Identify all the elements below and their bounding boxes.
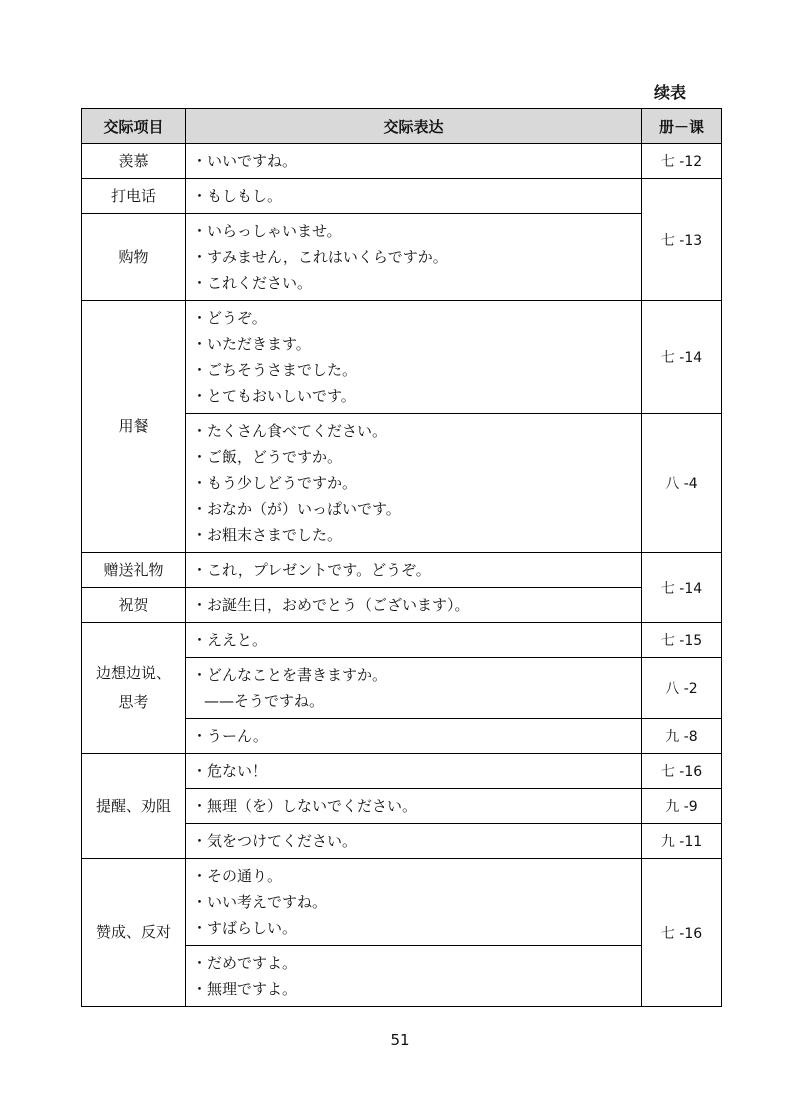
expression-line: ・いらっしゃいませ。 — [192, 222, 342, 240]
expression-line: ・いただきます。 — [192, 335, 311, 353]
expr-shopping — [186, 214, 642, 301]
expression-line: ・すみません，これはいくらですか。 — [192, 248, 448, 266]
table-header-row — [82, 109, 722, 144]
lesson-thinking-1: 七 -15 — [642, 623, 722, 658]
item-thinking-line: 边想边说、 — [95, 664, 171, 682]
expr-thinking-1 — [186, 623, 642, 658]
expression-line: ・とてもおいしいです。 — [192, 387, 356, 405]
expression-line: ・おなか（が）いっぱいです。 — [192, 500, 401, 518]
lesson-dining-2: 八 -4 — [642, 414, 722, 553]
expression-line: ・無理（を）しないでください。 — [192, 797, 418, 815]
expression-line: ・気をつけてください。 — [192, 832, 358, 850]
header-lesson: 册－课 — [642, 109, 722, 144]
expr-warning-1 — [186, 754, 642, 789]
item-agree: 赞成、反对 — [82, 859, 186, 1007]
table-row — [82, 754, 722, 789]
expression-line: ——そうですね。 — [204, 692, 325, 710]
expression-line: ・その通り。 — [192, 867, 283, 885]
continued-label: 续表 — [654, 83, 687, 102]
lesson-warning-1: 七 -16 — [642, 754, 722, 789]
table-row — [82, 623, 722, 658]
expression-line: ・これください。 — [192, 274, 313, 292]
header-expression: 交际表达 — [186, 109, 642, 144]
lesson-thinking-2: 八 -2 — [642, 658, 722, 719]
expression-line: ・ええと。 — [192, 631, 268, 649]
expression-line: ・だめですよ。 — [192, 954, 298, 972]
expression-line: ・たくさん食べてください。 — [192, 422, 388, 440]
item-thinking-line: 思考 — [118, 693, 149, 711]
communication-expressions-table — [81, 108, 722, 1007]
table-row — [82, 588, 722, 623]
item-thinking — [82, 623, 186, 754]
expression-line: ・これ，プレゼントです。どうぞ。 — [192, 561, 431, 579]
lesson-phone-shopping: 七 -13 — [642, 179, 722, 301]
expr-agree-1 — [186, 859, 642, 946]
expression-line: ・お粗末さまでした。 — [192, 526, 343, 544]
item-envy: 羡慕 — [82, 144, 186, 179]
expr-thinking-3 — [186, 719, 642, 754]
lesson-gift-congrats: 七 -14 — [642, 553, 722, 623]
expr-congrats — [186, 588, 642, 623]
table-row — [82, 859, 722, 946]
expr-gift — [186, 553, 642, 588]
expression-line: ・ご飯，どうですか。 — [192, 448, 343, 466]
expr-agree-2 — [186, 946, 642, 1007]
item-phone: 打电话 — [82, 179, 186, 214]
expr-dining-1 — [186, 301, 642, 414]
expression-line: ・どうぞ。 — [192, 309, 267, 327]
expression-line: ・もしもし。 — [192, 187, 283, 205]
item-shopping: 购物 — [82, 214, 186, 301]
expr-thinking-2 — [186, 658, 642, 719]
lesson-warning-3: 九 -11 — [642, 824, 722, 859]
table-row — [82, 179, 722, 214]
lesson-thinking-3: 九 -8 — [642, 719, 722, 754]
expression-line: ・うーん。 — [192, 727, 268, 745]
expression-line: ・いいですね。 — [192, 152, 298, 170]
expression-line: ・危ない！ — [192, 762, 268, 780]
item-congrats: 祝贺 — [82, 588, 186, 623]
expr-warning-2 — [186, 789, 642, 824]
expr-envy — [186, 144, 642, 179]
expression-line: ・お誕生日，おめでとう（ございます）。 — [192, 596, 470, 614]
expression-line: ・いい考えですね。 — [192, 893, 328, 911]
expr-phone — [186, 179, 642, 214]
table-row — [82, 144, 722, 179]
item-dining: 用餐 — [82, 301, 186, 553]
item-warning: 提醒、劝阻 — [82, 754, 186, 859]
table-row — [82, 214, 722, 301]
item-gift: 赠送礼物 — [82, 553, 186, 588]
table-row — [82, 553, 722, 588]
lesson-envy: 七 -12 — [642, 144, 722, 179]
lesson-agree: 七 -16 — [642, 859, 722, 1007]
header-item: 交际项目 — [82, 109, 186, 144]
table-row — [82, 301, 722, 414]
page-number: 51 — [390, 1031, 410, 1049]
expr-warning-3 — [186, 824, 642, 859]
expression-line: ・どんなことを書きますか。 — [192, 666, 388, 684]
expression-line: ・ごちそうさまでした。 — [192, 361, 358, 379]
expr-dining-2 — [186, 414, 642, 553]
expression-line: ・無理ですよ。 — [192, 980, 298, 998]
expression-line: ・もう少しどうですか。 — [192, 474, 358, 492]
lesson-warning-2: 九 -9 — [642, 789, 722, 824]
lesson-dining-1: 七 -14 — [642, 301, 722, 414]
expression-line: ・すばらしい。 — [192, 919, 298, 937]
